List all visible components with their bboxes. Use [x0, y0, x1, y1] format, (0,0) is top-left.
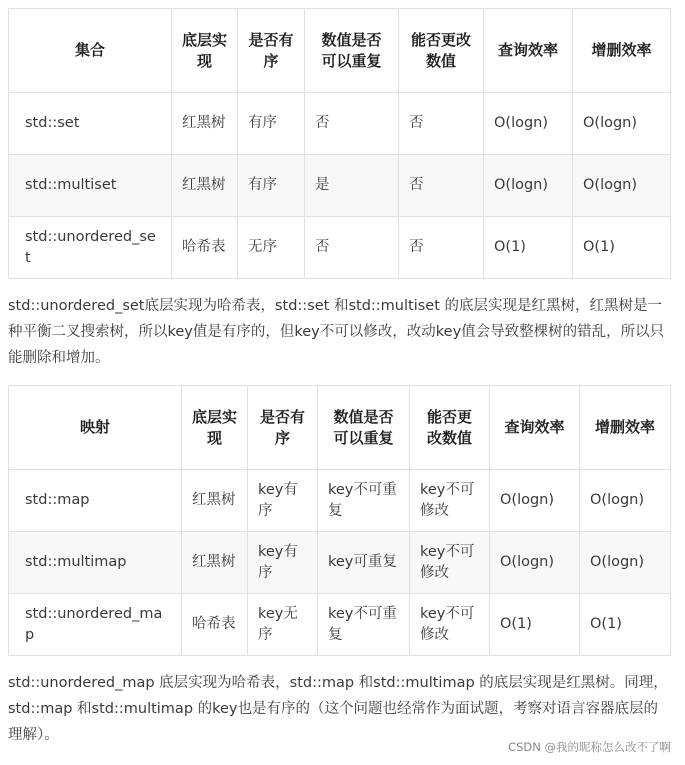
- table-cell: O(logn): [490, 470, 580, 532]
- table-cell: key可重复: [318, 532, 410, 594]
- table-cell: key不可重复: [318, 594, 410, 656]
- table-cell: O(1): [484, 217, 573, 279]
- table-cell: key不可重复: [318, 470, 410, 532]
- table-cell: O(logn): [580, 470, 671, 532]
- table-cell: std::unordered_map: [9, 594, 182, 656]
- header-cell: 查询效率: [484, 9, 573, 93]
- table-cell: 红黑树: [182, 470, 248, 532]
- table-cell: 红黑树: [172, 155, 238, 217]
- table-row: [9, 93, 671, 155]
- table-header-row: [9, 9, 671, 93]
- table-cell: O(logn): [573, 155, 671, 217]
- header-cell: 映射: [9, 386, 182, 470]
- header-cell: 是否有序: [248, 386, 318, 470]
- header-cell: 能否更改数值: [410, 386, 490, 470]
- header-cell: 查询效率: [490, 386, 580, 470]
- csdn-watermark: CSDN @我的昵称怎么改不了啊: [508, 740, 671, 754]
- table-cell: 否: [399, 93, 484, 155]
- table-cell: key有序: [248, 532, 318, 594]
- table-row: [9, 217, 671, 279]
- table-cell: 无序: [238, 217, 305, 279]
- set-explanation-paragraph: std::unordered_set底层实现为哈希表，std::set 和std::multiset 的底层实现是红黑树，红黑树是一种平衡二叉搜索树，所以key值是有序的，但key不可以修改，改动key值会导致整棵树的错乱，所以只能删除和增加。: [8, 298, 665, 366]
- table-cell: O(logn): [484, 155, 573, 217]
- table-row: [9, 155, 671, 217]
- table-cell: 哈希表: [172, 217, 238, 279]
- table-cell: 红黑树: [182, 532, 248, 594]
- table-cell: 否: [399, 155, 484, 217]
- table-row: [9, 594, 671, 656]
- table-header-row: [9, 386, 671, 470]
- table-cell: 有序: [238, 93, 305, 155]
- header-cell: 能否更改数值: [399, 9, 484, 93]
- map-explanation-paragraph: std::unordered_map 底层实现为哈希表，std::map 和std::multimap 的底层实现是红黑树。同理，std::map 和std::multimap 的key也是有序的（这个问题也经常作为面试题，考察对语言容器底层的理解）。: [8, 675, 668, 743]
- table-cell: O(logn): [573, 93, 671, 155]
- table-cell: key不可修改: [410, 532, 490, 594]
- table-row: [9, 470, 671, 532]
- table-cell: std::set: [9, 93, 172, 155]
- set-comparison-table: [8, 8, 671, 279]
- table-cell: key有序: [248, 470, 318, 532]
- table-cell: 哈希表: [182, 594, 248, 656]
- table-cell: 否: [399, 217, 484, 279]
- table-row: [9, 532, 671, 594]
- table-cell: key无序: [248, 594, 318, 656]
- header-cell: 是否有序: [238, 9, 305, 93]
- header-cell: 增删效率: [580, 386, 671, 470]
- table-cell: std::unordered_set: [9, 217, 172, 279]
- table-cell: O(1): [490, 594, 580, 656]
- table-cell: O(logn): [490, 532, 580, 594]
- table-cell: std::multiset: [9, 155, 172, 217]
- header-cell: 底层实现: [172, 9, 238, 93]
- table-cell: 否: [305, 93, 399, 155]
- table-cell: 有序: [238, 155, 305, 217]
- table-cell: 否: [305, 217, 399, 279]
- table-cell: key不可修改: [410, 470, 490, 532]
- table-cell: key不可修改: [410, 594, 490, 656]
- article-content: [8, 8, 670, 748]
- header-cell: 集合: [9, 9, 172, 93]
- table-cell: O(1): [580, 594, 671, 656]
- table-cell: 红黑树: [172, 93, 238, 155]
- table-cell: O(logn): [580, 532, 671, 594]
- header-cell: 增删效率: [573, 9, 671, 93]
- map-comparison-table: [8, 385, 671, 656]
- header-cell: 数值是否可以重复: [305, 9, 399, 93]
- header-cell: 底层实现: [182, 386, 248, 470]
- table-cell: O(1): [573, 217, 671, 279]
- table-cell: 是: [305, 155, 399, 217]
- table-cell: std::multimap: [9, 532, 182, 594]
- table-cell: std::map: [9, 470, 182, 532]
- table-cell: O(logn): [484, 93, 573, 155]
- header-cell: 数值是否可以重复: [318, 386, 410, 470]
